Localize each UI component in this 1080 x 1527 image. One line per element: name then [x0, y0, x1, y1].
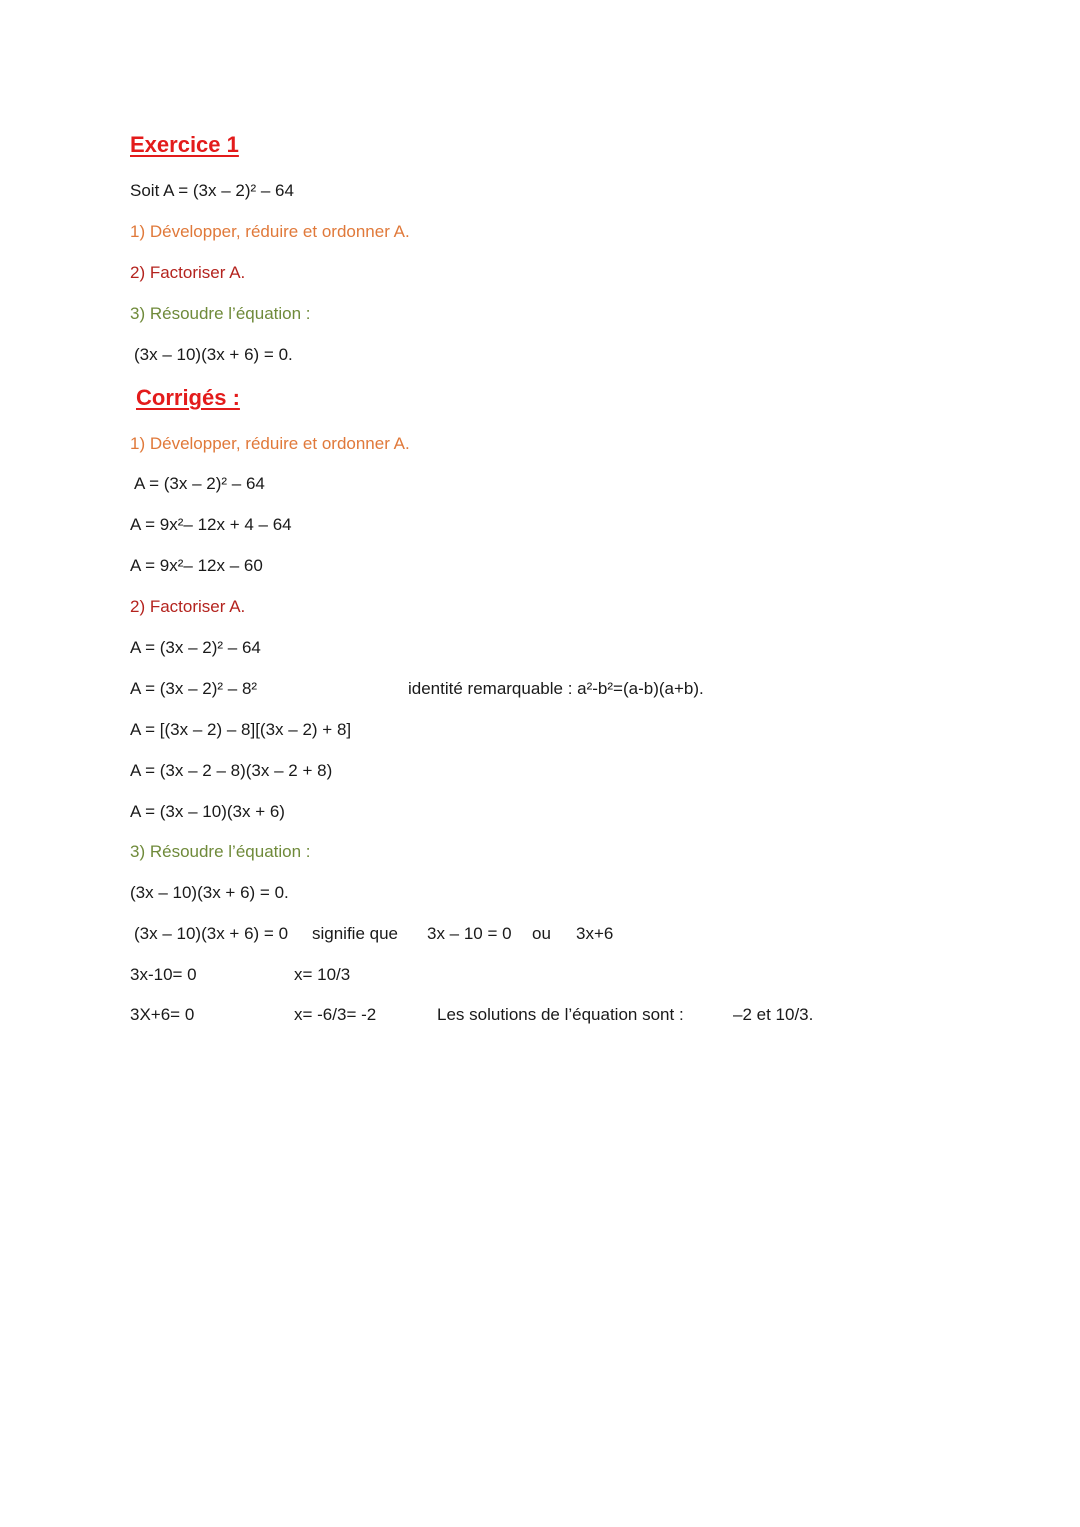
development-step: A = 9x²– 12x + 4 – 64	[130, 515, 292, 534]
ou-connector: ou	[532, 924, 551, 943]
solution-2-equation: 3X+6= 0	[130, 1005, 195, 1024]
solutions-conclusion: Les solutions de l’équation sont :	[437, 1005, 684, 1024]
solution-1-result: x= 10/3	[294, 965, 351, 984]
product-equation: (3x – 10)(3x + 6) = 0	[134, 924, 289, 943]
factorization-step: A = (3x – 2)² – 8²	[130, 679, 258, 698]
correction-question-1: 1) Développer, réduire et ordonner A.	[130, 434, 410, 453]
exercise-equation: (3x – 10)(3x + 6) = 0.	[134, 345, 293, 364]
factorization-step: A = (3x – 2 – 8)(3x – 2 + 8)	[130, 761, 333, 780]
factorization-step: A = (3x – 2)² – 64	[130, 638, 261, 657]
factorization-step: A = [(3x – 2) – 8][(3x – 2) + 8]	[130, 720, 352, 739]
solutions-values: –2 et 10/3.	[733, 1005, 814, 1024]
correction-equation: (3x – 10)(3x + 6) = 0.	[130, 883, 289, 902]
question-1: 1) Développer, réduire et ordonner A.	[130, 222, 410, 241]
first-factor-equation: 3x – 10 = 0	[427, 924, 512, 943]
development-step: A = 9x²– 12x – 60	[130, 556, 263, 575]
exercise-statement: Soit A = (3x – 2)² – 64	[130, 181, 294, 200]
exercise-title: Exercice 1	[130, 132, 239, 157]
second-factor: 3x+6	[576, 924, 614, 943]
correction-question-3: 3) Résoudre l’équation :	[130, 842, 311, 861]
question-3: 3) Résoudre l’équation :	[130, 304, 311, 323]
solution-1-equation: 3x-10= 0	[130, 965, 197, 984]
question-2: 2) Factoriser A.	[130, 263, 246, 282]
development-step: A = (3x – 2)² – 64	[134, 474, 265, 493]
correction-question-2: 2) Factoriser A.	[130, 597, 246, 616]
factorization-step: A = (3x – 10)(3x + 6)	[130, 802, 285, 821]
correction-title: Corrigés :	[136, 385, 240, 410]
solution-2-result: x= -6/3= -2	[294, 1005, 377, 1024]
identity-note: identité remarquable : a²-b²=(a-b)(a+b).	[408, 679, 704, 698]
signifie-que: signifie que	[312, 924, 399, 943]
